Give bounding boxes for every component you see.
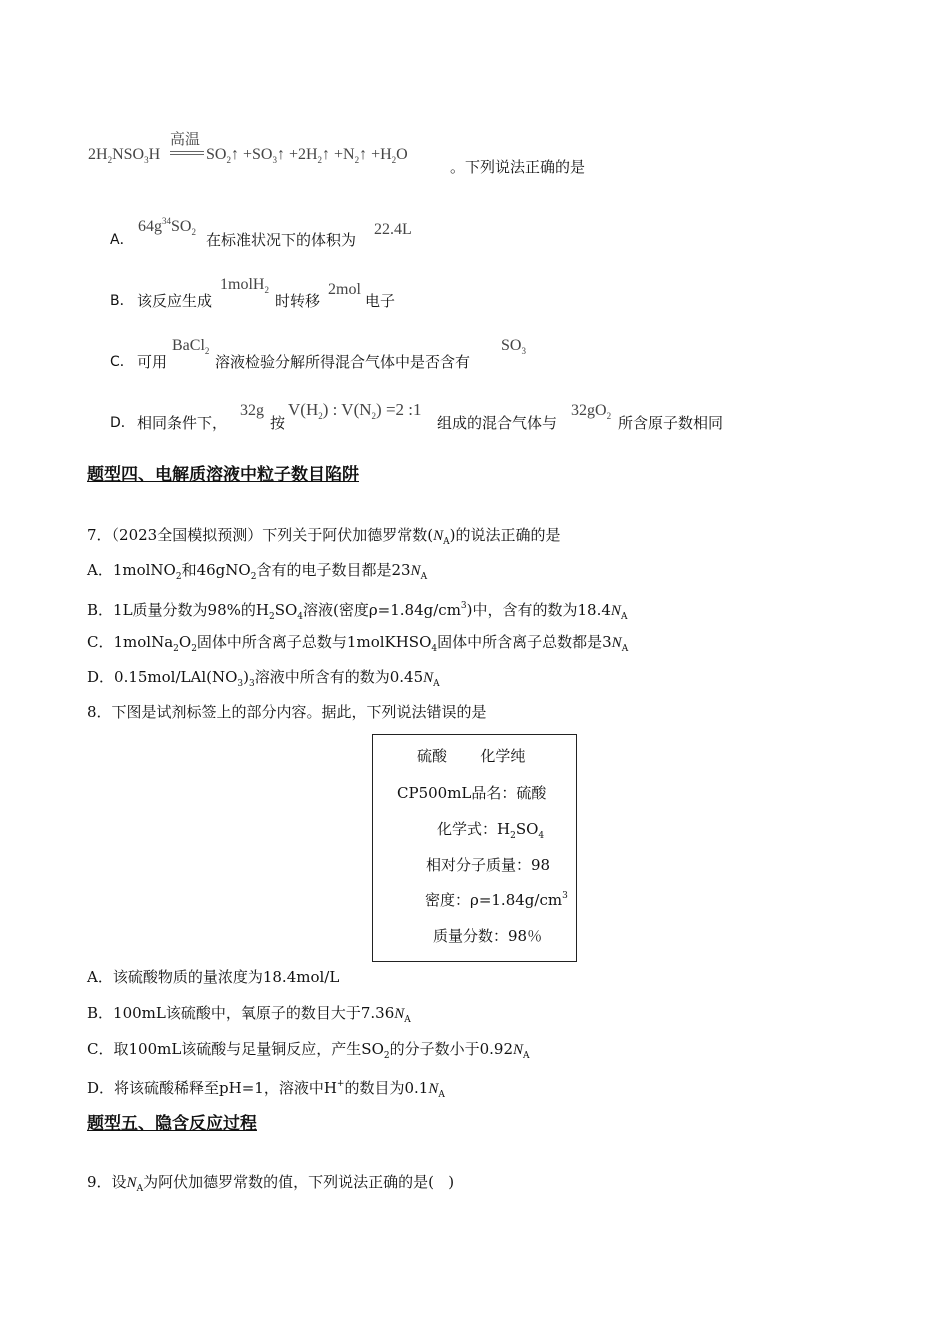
na-sub: A: [404, 1015, 411, 1025]
na-symbol: N: [423, 670, 434, 686]
formula-text: SO: [501, 337, 522, 354]
na-symbol: N: [513, 1042, 524, 1058]
product-text: ↑ +H: [359, 146, 392, 163]
option-text: 按: [270, 414, 286, 432]
q7-option-c: [87, 632, 628, 659]
option-text: ): [243, 668, 249, 686]
option-text: SO: [274, 601, 298, 619]
option-text: 电子: [365, 292, 396, 310]
product-sub: 2: [317, 155, 323, 165]
label-row-name: 硫酸 化学纯: [417, 747, 526, 765]
reaction-reactant: [88, 146, 160, 165]
formula-text: SO: [171, 218, 192, 235]
formula-sub: 4: [431, 644, 438, 654]
formula-sub: 3: [249, 679, 255, 689]
question-stem: [87, 525, 560, 552]
na-sub: A: [443, 537, 450, 547]
formula-text: 32gO: [571, 402, 607, 419]
formula: 32g: [240, 402, 264, 419]
formula: [172, 337, 209, 356]
product-text: O: [396, 146, 408, 163]
formula-text: ) : V: [322, 400, 354, 419]
option-text: 在标准状况下的体积为: [206, 231, 357, 249]
q8-option-a: A．该硫酸物质的量浓度为18.4mol/L: [87, 968, 340, 986]
option-text: 含有的电子数目都是23: [256, 561, 411, 579]
label-row-density: [425, 889, 568, 910]
formula: [288, 400, 422, 421]
option-text: 时转移: [275, 292, 321, 310]
option-text: )中，含有的数为18.4: [466, 601, 611, 619]
option-label: B．: [110, 293, 134, 309]
product-sub: 2: [354, 155, 360, 165]
formula-sup: +: [336, 1079, 345, 1089]
option-text: 该反应生成: [137, 292, 213, 310]
option-label: A．: [110, 232, 134, 248]
q8-option-c: [87, 1039, 530, 1066]
label-row-molar-mass: 相对分子质量：98: [426, 856, 551, 874]
label-text: 化学式：H: [437, 820, 511, 838]
option-text: C．取100mL该硫酸与足量铜反应，产生SO: [87, 1040, 384, 1058]
label-row-formula: [437, 818, 544, 841]
option-text: 溶液中所含有的数为0.45: [254, 668, 424, 686]
reaction-condition: 高温: [170, 132, 201, 148]
option-text: B．1L质量分数为98%的H: [87, 601, 269, 619]
question-stem: 8．下图是试剂标签上的部分内容。据此，下列说法错误的是: [87, 703, 487, 721]
q7-option-d: [87, 667, 440, 694]
formula-sup: 3: [562, 891, 568, 901]
formula: [501, 337, 526, 356]
option-text: 固体中所含离子总数都是3: [437, 633, 612, 651]
section-heading: 题型五、隐含反应过程: [87, 1114, 257, 1134]
label-text: 密度：ρ=1.84g/cm: [425, 891, 563, 909]
formula-sub: 2: [318, 411, 323, 421]
label-row-mass-fraction: 质量分数：98％: [433, 927, 543, 945]
option-text: 的数目为0.1: [344, 1079, 429, 1097]
na-symbol: N: [610, 603, 621, 619]
formula-sub: 3: [521, 346, 526, 356]
na-symbol: N: [433, 528, 444, 544]
product-text: ↑ +N: [322, 146, 355, 163]
option-label: C．: [110, 354, 134, 370]
label-row-grade: CP500mL品名：硫酸: [397, 784, 547, 802]
formula-text: BaCl: [172, 337, 205, 354]
option-text: A．1molNO: [87, 561, 176, 579]
stem-text: 9．设: [87, 1173, 127, 1191]
option-text: 溶液(密度ρ=1.84g/cm: [303, 601, 461, 619]
formula-sub: 2: [191, 644, 197, 654]
option-text: 固体中所含离子总数与1molKHSO: [196, 633, 432, 651]
product-sub: 2: [391, 155, 397, 165]
option-text: D．0.15mol/LAl(NO: [87, 668, 238, 686]
reactant-sub: 2: [107, 155, 113, 165]
q8-option-d: [87, 1074, 445, 1105]
formula-sub: 2: [204, 346, 210, 356]
option-text: 所含原子数相同: [618, 414, 724, 432]
formula-sub: 2: [268, 612, 275, 622]
option-text: O: [178, 633, 192, 651]
option-text: D．将该硫酸稀释至pH=1，溶液中H: [87, 1079, 337, 1097]
formula-sub: 2: [173, 644, 179, 654]
reaction-arrow: [170, 151, 204, 155]
formula-sub: 2: [383, 1051, 390, 1061]
na-symbol: N: [394, 1006, 405, 1022]
product-text: ↑ +2H: [276, 146, 318, 163]
reaction-products: [206, 146, 408, 165]
label-text: SO: [515, 820, 539, 838]
formula-sub: 2: [371, 411, 377, 421]
formula: 2mol: [328, 281, 361, 298]
na-symbol: N: [428, 1081, 439, 1097]
option-text: 可用: [137, 353, 168, 371]
reactant-text: H: [148, 146, 161, 163]
option-label: D．: [110, 415, 135, 431]
formula-sub: 2: [510, 831, 516, 841]
option-text: 相同条件下，: [137, 414, 228, 432]
product-text: SO: [206, 146, 227, 163]
na-symbol: N: [410, 563, 421, 579]
option-text: C．1molNa: [87, 633, 174, 651]
formula-text: ) =2 :1: [376, 400, 422, 419]
na-symbol: N: [611, 635, 622, 651]
stem-text: 为阿伏加德罗常数的值，下列说法正确的是( ): [143, 1173, 455, 1191]
na-sub: A: [433, 679, 440, 689]
formula-sub: 2: [264, 285, 269, 295]
formula-text: 1molH: [220, 276, 265, 293]
formula-sub: 4: [297, 612, 303, 622]
na-sub: A: [136, 1184, 144, 1194]
formula-sup: 34: [162, 216, 171, 226]
formula-sup: 3: [460, 601, 467, 611]
formula-sub: 2: [191, 227, 196, 237]
formula: [571, 402, 611, 421]
formula-text: 64g: [138, 218, 162, 235]
stem-text: 7．（2023全国模拟预测）下列关于阿伏加德罗常数(: [87, 526, 434, 544]
formula: 22.4L: [374, 221, 412, 238]
option-text: B．100mL该硫酸中，氧原子的数目大于7.36: [87, 1004, 395, 1022]
formula-sub: 2: [250, 572, 257, 582]
q8-option-b: [87, 1003, 411, 1030]
na-sub: A: [621, 644, 629, 654]
reagent-label-box: [372, 734, 577, 962]
reaction-question: 。下列说法正确的是: [450, 158, 586, 176]
stem-text: )的说法正确的是: [449, 526, 561, 544]
option-text: 和46gNO: [181, 561, 251, 579]
question-stem: [87, 1172, 454, 1199]
formula: [220, 276, 269, 295]
formula-text: (N: [353, 400, 372, 419]
reactant-text: 2H: [88, 146, 108, 163]
na-symbol: N: [126, 1175, 137, 1191]
section-heading: 题型四、电解质溶液中粒子数目陷阱: [87, 465, 359, 485]
na-sub: A: [438, 1090, 445, 1100]
reactant-text: NSO: [112, 146, 145, 163]
reactant-sub: 3: [144, 155, 149, 165]
na-sub: A: [620, 612, 628, 622]
option-text: 的分子数小于0.92: [389, 1040, 514, 1058]
product-sub: 2: [226, 155, 231, 165]
formula-text: (H: [300, 400, 319, 419]
formula: [138, 216, 196, 237]
q7-option-a: [87, 560, 427, 587]
option-text: 组成的混合气体与: [437, 414, 558, 432]
product-text: ↑ +SO: [230, 146, 273, 163]
q7-option-b: [87, 596, 627, 627]
formula-text: V: [288, 400, 301, 419]
formula-sub: 3: [237, 679, 244, 689]
na-sub: A: [420, 572, 428, 582]
formula-sub: 2: [606, 411, 612, 421]
product-sub: 3: [272, 155, 277, 165]
na-sub: A: [523, 1051, 530, 1061]
option-text: 溶液检验分解所得混合气体中是否含有: [215, 353, 471, 371]
formula-sub: 4: [538, 831, 545, 841]
formula-sub: 2: [175, 572, 182, 582]
